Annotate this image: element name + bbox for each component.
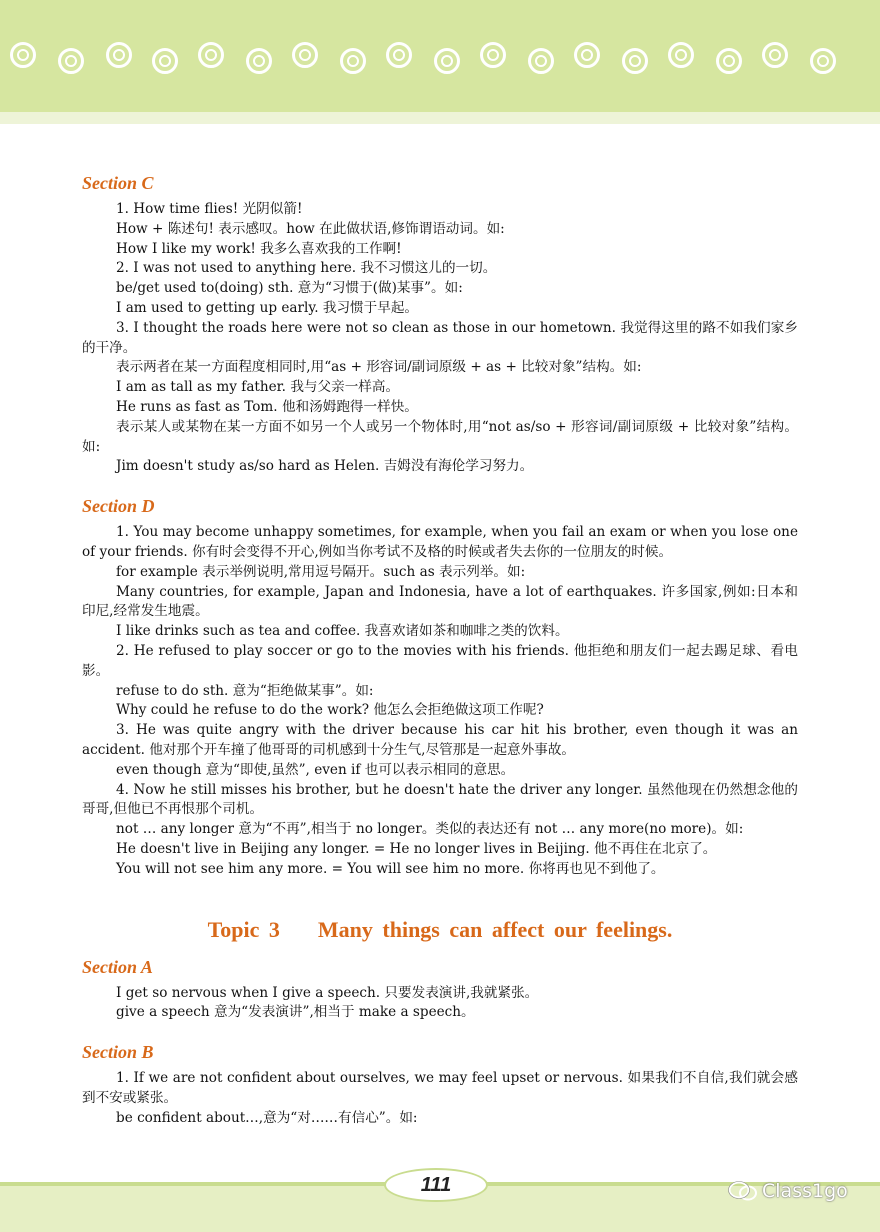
text-line: How I like my work! 我多么喜欢我的工作啊! <box>116 240 402 257</box>
text-line: be/get used to(doing) sth. 意为“习惯于(做)某事”。如: <box>116 280 463 297</box>
ring-icon <box>434 48 460 74</box>
text-line: Why could he refuse to do the work? 他怎么会拒绝做这项工作呢? <box>116 702 544 719</box>
text-line: not … any longer 意为“不再”,相当于 no longer。类似的表达还有 not … any more(no more)。如: <box>116 821 744 838</box>
watermark-text: Class1go <box>762 1180 848 1202</box>
ring-icon <box>292 42 318 68</box>
page-content <box>82 168 798 1142</box>
ring-icon <box>716 48 742 74</box>
text-line: 表示两者在某一方面程度相同时,用“as + 形容词/副词原级 + as + 比较对象”结构。如: <box>116 359 642 376</box>
text-line: You will not see him any more. = You will see him no more. 你将再也见不到他了。 <box>116 860 665 877</box>
text-line: He doesn't live in Beijing any longer. = He no longer lives in Beijing. 他不再住在北京了。 <box>116 840 717 857</box>
header-stripe <box>0 112 880 124</box>
text-line: be confident about…,意为“对……有信心”。如: <box>116 1109 418 1126</box>
text-line: 表示某人或某物在某一方面不如另一个人或另一个物体时,用“not as/so + 形容词/副词原级 + 比较对象”结构。如: <box>82 418 798 455</box>
ring-icon <box>574 42 600 68</box>
text-line: 1. If we are not confident about ourselves, we may feel upset or nervous. 如果我们不自信,我们就会感到不安或紧张。 <box>82 1070 798 1106</box>
text-line: 2. I was not used to anything here. 我不习惯这儿的一切。 <box>116 260 497 277</box>
text-line: 4. Now he still misses his brother, but he doesn't hate the driver any longer. 虽然他现在仍然想念他的哥哥,但他已不再恨那个司机。 <box>82 781 798 818</box>
page-number: 111 <box>420 1174 452 1196</box>
text-line: 3. He was quite angry with the driver because his car hit his brother, even though it was an accident. 他对那个开车撞了他哥哥的司机感到十分生气,尽管那是一起意外事故。 <box>82 722 798 758</box>
ring-icon <box>528 48 554 74</box>
ring-icon <box>622 48 648 74</box>
ring-icon <box>762 42 788 68</box>
text-line: for example 表示举例说明,常用逗号隔开。such as 表示列举。如: <box>116 563 526 580</box>
text-line: Many countries, for example, Japan and Indonesia, have a lot of earthquakes. 许多国家,例如:日本和印尼,经常发生地震。 <box>82 583 798 620</box>
text-line: How + 陈述句! 表示感叹。how 在此做状语,修饰谓语动词。如: <box>116 220 505 237</box>
ring-icon <box>340 48 366 74</box>
text-line: Jim doesn't study as/so hard as Helen. 吉姆没有海伦学习努力。 <box>116 458 534 475</box>
ring-icon <box>246 48 272 74</box>
section-heading: Section A <box>82 956 153 977</box>
wechat-icon <box>728 1180 758 1202</box>
text-line: He runs as fast as Tom. 他和汤姆跑得一样快。 <box>116 398 418 415</box>
ring-icon <box>106 42 132 68</box>
text-line: give a speech 意为“发表演讲”,相当于 make a speech。 <box>116 1004 475 1021</box>
text-line: 1. How time flies! 光阴似箭! <box>116 201 303 217</box>
ring-icon <box>480 42 506 68</box>
text-line: I like drinks such as tea and coffee. 我喜欢诸如茶和咖啡之类的饮料。 <box>116 623 569 640</box>
text-line: refuse to do sth. 意为“拒绝做某事”。如: <box>116 682 374 699</box>
text-line: I get so nervous when I give a speech. 只要发表演讲,我就紧张。 <box>116 984 539 1001</box>
text-line: 3. I thought the roads here were not so clean as those in our hometown. 我觉得这里的路不如我们家乡的干净。 <box>82 319 798 356</box>
topic-title: Topic 3 Many things can affect our feelings. <box>207 916 673 942</box>
section-heading: Section C <box>82 173 154 193</box>
ring-icon <box>386 42 412 68</box>
ring-icon <box>58 48 84 74</box>
ring-icon <box>198 42 224 68</box>
header-band <box>0 0 880 112</box>
text-line: 2. He refused to play soccer or go to the movies with his friends. 他拒绝和朋友们一起去踢足球、看电影。 <box>82 642 798 679</box>
section-heading: Section D <box>82 496 155 517</box>
ring-icon <box>810 48 836 74</box>
text-line: I am used to getting up early. 我习惯于早起。 <box>116 299 419 316</box>
ring-decoration-row <box>10 38 870 88</box>
text-line: 1. You may become unhappy sometimes, for example, when you fail an exam or when you lose one of your friends. 你有时会变得不开心,例如当你考试不及格的时候或者失去你的一位朋友的时候。 <box>82 524 798 560</box>
ring-icon <box>152 48 178 74</box>
text-line: even though 意为“即使,虽然”, even if 也可以表示相同的意思。 <box>116 761 515 778</box>
ring-icon <box>668 42 694 68</box>
text-line: I am as tall as my father. 我与父亲一样高。 <box>116 379 400 396</box>
section-heading: Section B <box>82 1042 154 1063</box>
ring-icon <box>10 42 36 68</box>
